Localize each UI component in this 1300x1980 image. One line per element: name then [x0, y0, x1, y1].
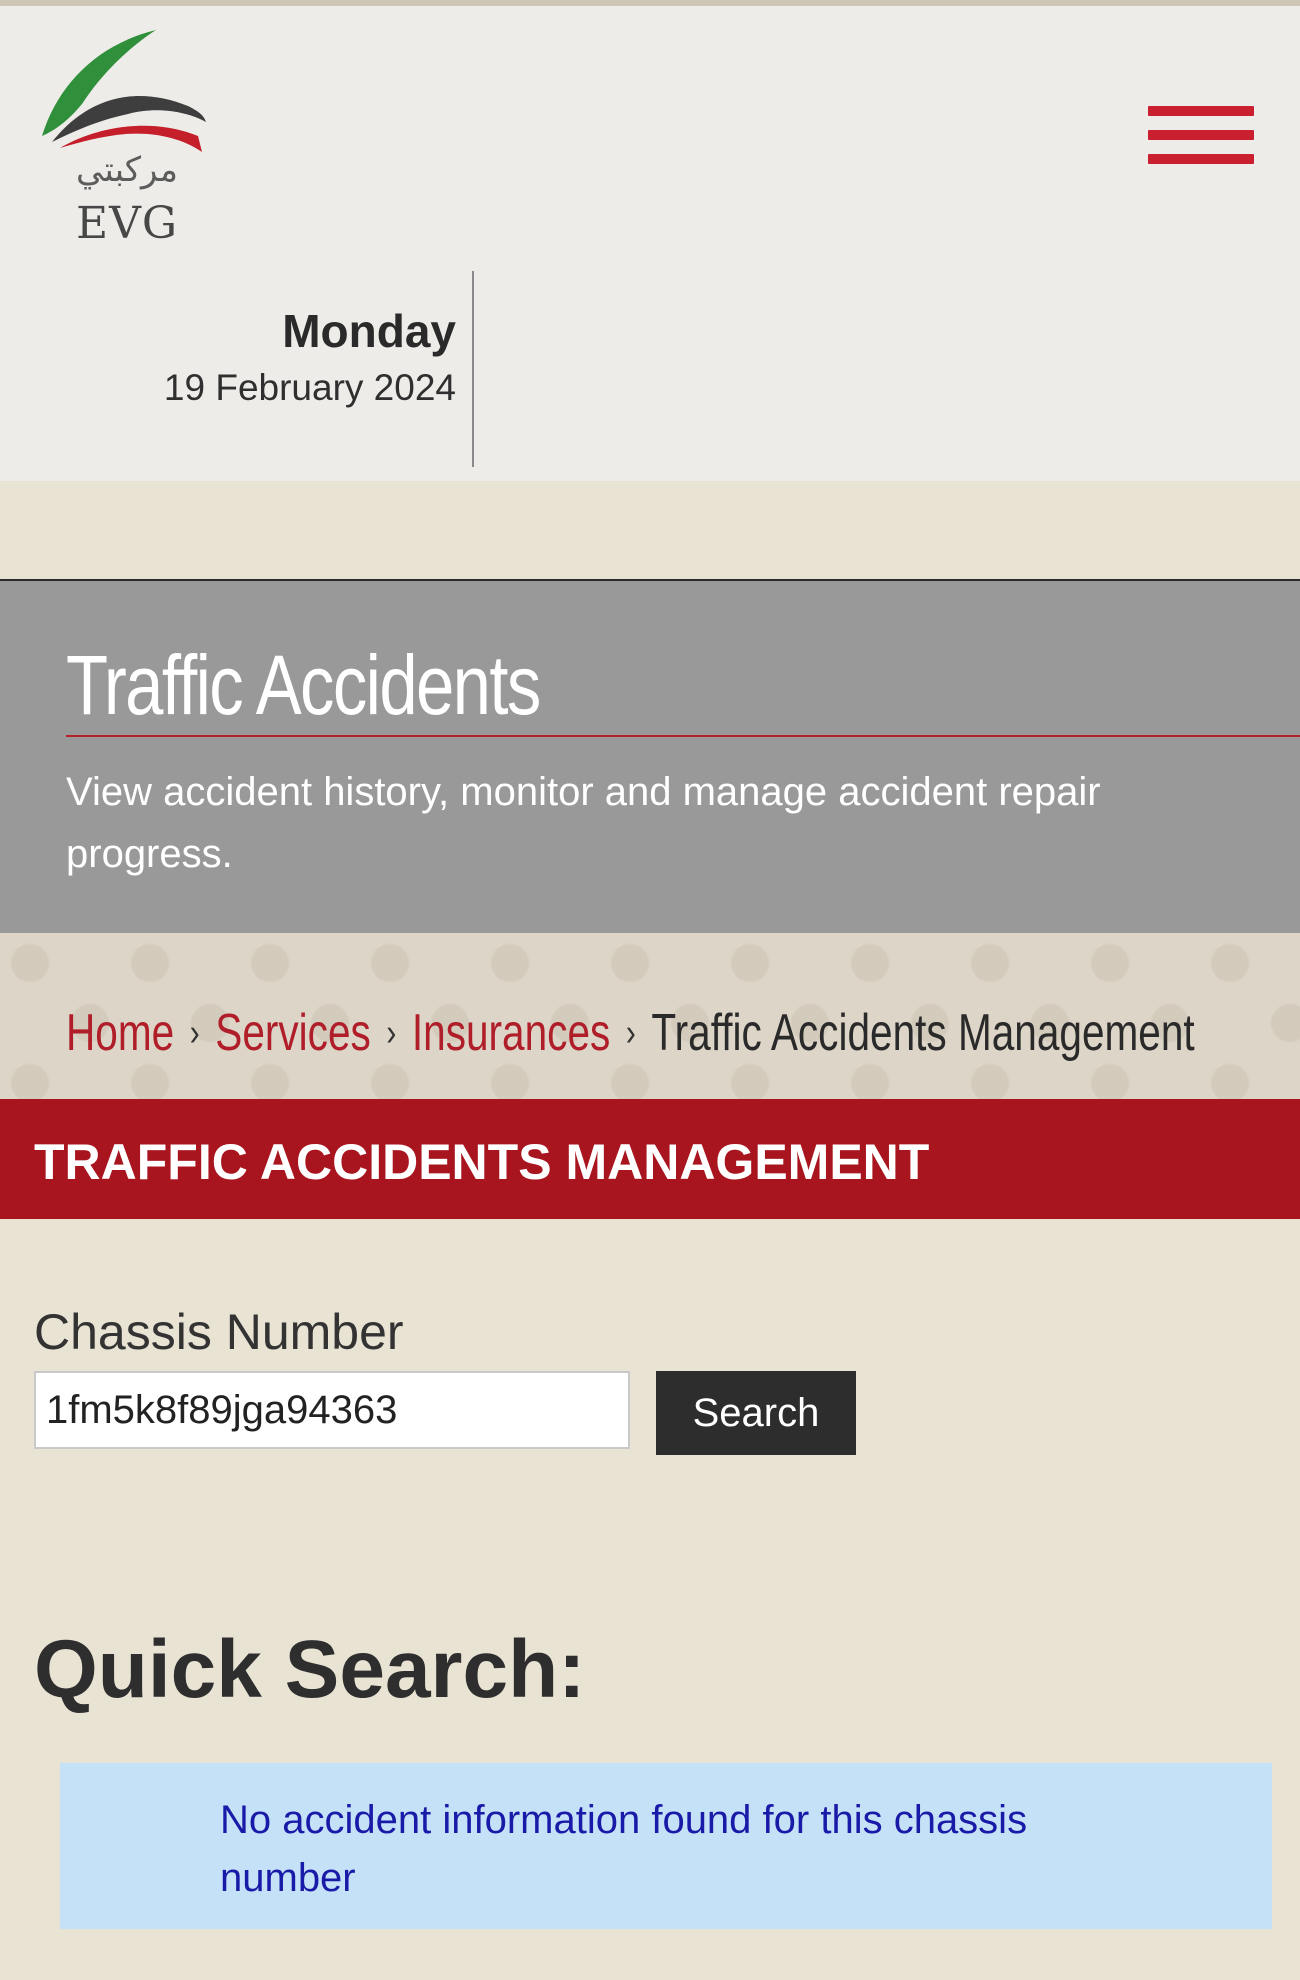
breadcrumb-current: Traffic Accidents Management [651, 1004, 1195, 1062]
chassis-number-input[interactable] [34, 1371, 630, 1449]
date-full: 19 February 2024 [163, 367, 456, 408]
section-header [0, 1099, 1300, 1219]
breadcrumb-separator-icon: › [386, 1011, 397, 1054]
site-header [0, 6, 1300, 282]
page-description: View accident history, monitor and manage accident repair progress. [66, 770, 1101, 876]
title-underline [66, 735, 1300, 737]
breadcrumb-bar [0, 933, 1300, 1099]
date-divider [472, 271, 474, 467]
quick-search-title: Quick Search: [34, 1624, 586, 1715]
logo-brand-text: EVG [75, 198, 179, 249]
search-form [0, 1219, 1300, 1789]
page-title: Traffic Accidents [66, 638, 540, 732]
date-weekday: Monday [282, 305, 456, 357]
section-title: TRAFFIC ACCIDENTS MANAGEMENT [34, 1134, 930, 1190]
breadcrumb-separator-icon: › [189, 1011, 200, 1054]
logo-flag-icon [38, 24, 208, 154]
hero-banner [0, 579, 1300, 933]
search-button[interactable]: Search [656, 1371, 856, 1455]
logo-arabic-text: مركبتي [75, 150, 179, 190]
chassis-number-label: Chassis Number [34, 1304, 404, 1360]
breadcrumb-services-link[interactable]: Services [215, 1004, 371, 1062]
breadcrumb-separator-icon: › [625, 1011, 636, 1054]
breadcrumb-home-link[interactable]: Home [66, 1004, 175, 1062]
date-bar [0, 281, 1300, 481]
no-results-message: No accident information found for this chassis number [220, 1798, 1028, 1900]
hamburger-menu-icon[interactable] [1146, 106, 1256, 186]
breadcrumb [66, 1003, 1195, 1063]
current-date [120, 301, 456, 415]
breadcrumb-insurances-link[interactable]: Insurances [411, 1004, 611, 1062]
no-results-alert [60, 1763, 1272, 1929]
spacer [0, 481, 1300, 579]
site-logo[interactable] [38, 24, 208, 254]
